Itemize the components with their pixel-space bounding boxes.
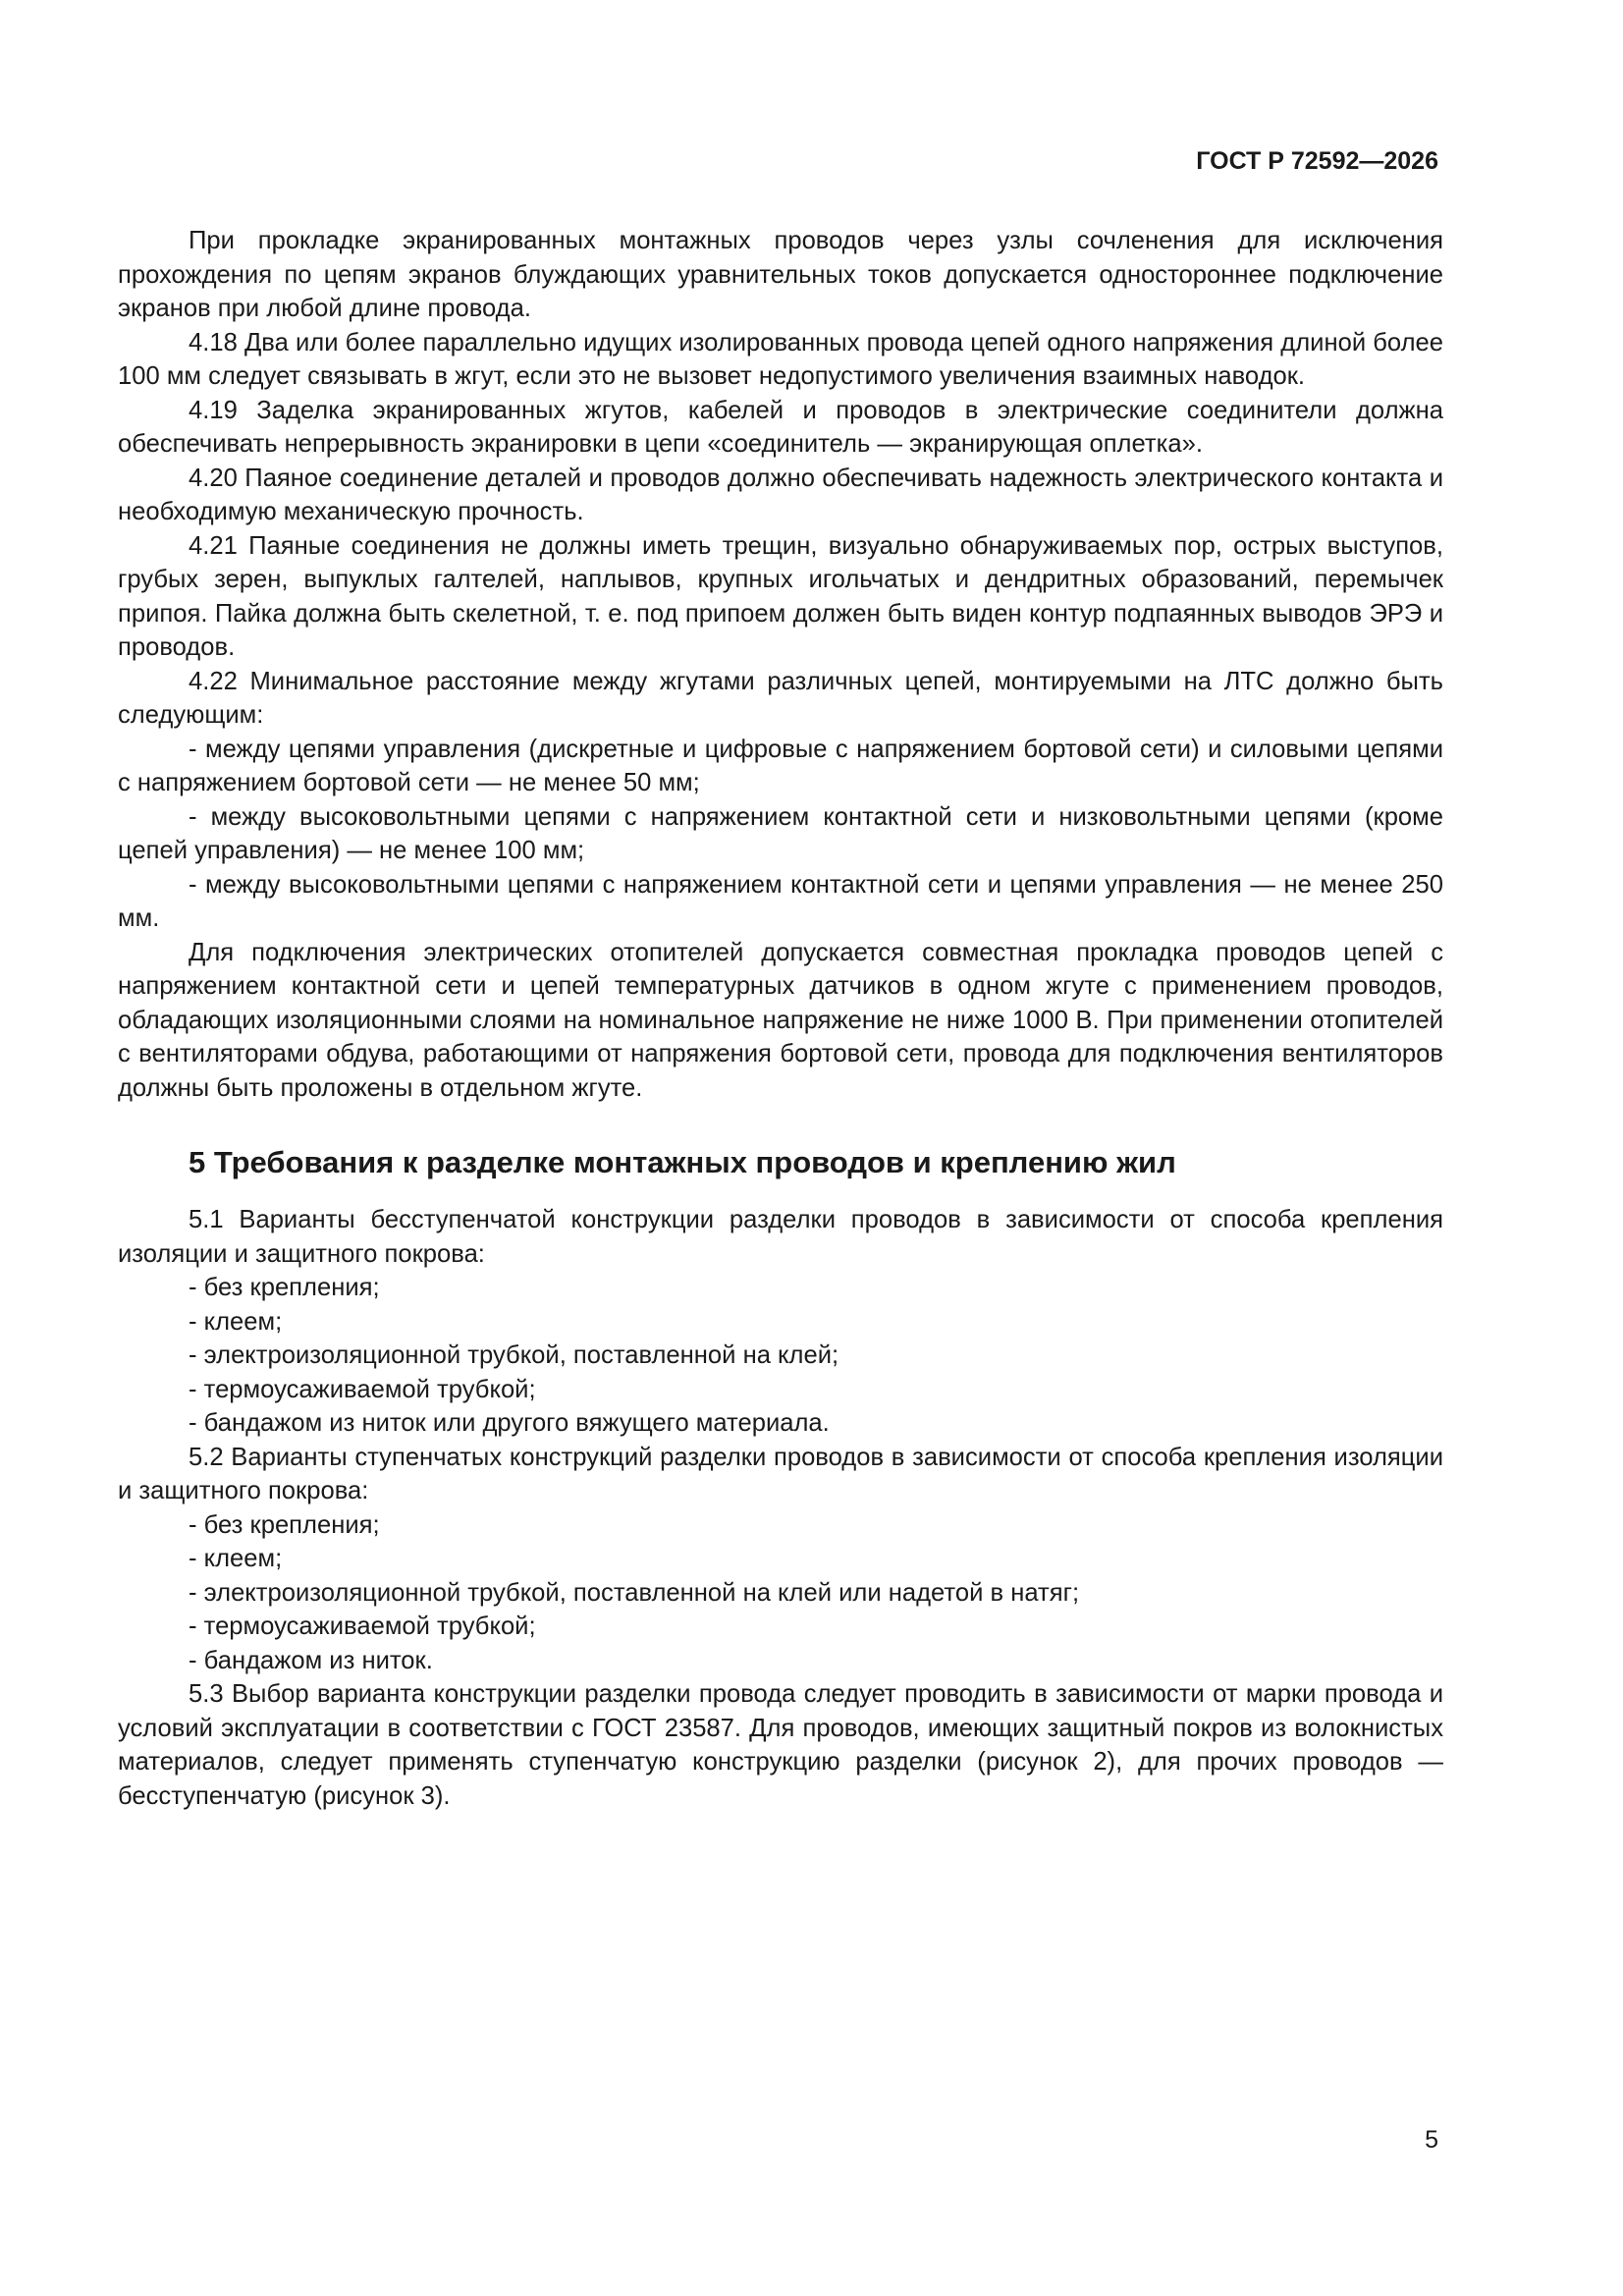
clause-4-18: 4.18 Два или более параллельно идущих изолированных провода цепей одного напряжения длиной более 100 мм следует связывать в жгут, если это не вызовет недопустимого увеличения взаимных наводок.: [118, 328, 1443, 390]
list-item: - электроизоляционной трубкой, поставленной на клей;: [189, 1341, 839, 1369]
list-item: - между цепями управления (дискретные и цифровые с напряжением бортовой сети) и силовыми цепями с напряжением бортовой сети — не менее 50 мм;: [118, 735, 1443, 796]
clause-4-19: 4.19 Заделка экранированных жгутов, кабелей и проводов в электрические соединители должна обеспечивать непрерывность экранировки в цепи «соединитель — экранирующая оплетка».: [118, 396, 1443, 458]
clause-4-21: 4.21 Паяные соединения не должны иметь трещин, визуально обнаруживаемых пор, острых выступов, грубых зерен, выпуклых галтелей, наплывов, крупных игольчатых и дендритных образований, перемычек припоя. Пайка должна быть скелетной, т. е. под припоем должен быть виден контур подпаянных выводов ЭРЭ и проводов.: [118, 531, 1443, 661]
list-item: - между высоковольтными цепями с напряжением контактной сети и цепями управления — не менее 250 мм.: [118, 870, 1443, 932]
list-item: - бандажом из ниток или другого вяжущего материала.: [189, 1409, 830, 1437]
section-title: 5 Требования к разделке монтажных проводов и креплению жил: [189, 1145, 1176, 1179]
document-id-header: ГОСТ Р 72592—2026: [1196, 147, 1438, 175]
list-item: - термоусаживаемой трубкой;: [189, 1375, 536, 1403]
list-item: - между высоковольтными цепями с напряжением контактной сети и низковольтными цепями (кроме цепей управления) — не менее 100 мм;: [118, 802, 1443, 864]
clause-5-3: 5.3 Выбор варианта конструкции разделки провода следует проводить в зависимости от марки провода и условий эксплуатации в соответствии с ГОСТ 23587. Для проводов, имеющих защитный покров из волокнистых материалов, следует применять ступенчатую конструкцию разделки (рисунок 2), для прочих проводов — бесступенчатую (рисунок 3).: [118, 1680, 1443, 1810]
list-item: - электроизоляционной трубкой, поставленной на клей или надетой в натяг;: [189, 1578, 1080, 1607]
clause-4-20: 4.20 Паяное соединение деталей и проводов должно обеспечивать надежность электрического контакта и необходимую механическую прочность.: [118, 464, 1443, 525]
list-item: - без крепления;: [189, 1274, 380, 1301]
clause-5-1: 5.1 Варианты бесступенчатой конструкции разделки проводов в зависимости от способа крепления изоляции и защитного покрова:: [118, 1206, 1443, 1268]
clause-4-22: 4.22 Минимальное расстояние между жгутами различных цепей, монтируемыми на ЛТС должно быть следующим:: [118, 667, 1443, 729]
list-item: - без крепления;: [189, 1510, 380, 1539]
clause-5-2: 5.2 Варианты ступенчатых конструкций разделки проводов в зависимости от способа крепления изоляции и защитного покрова:: [118, 1443, 1443, 1504]
list-item: - клеем;: [189, 1307, 283, 1336]
paragraph: При прокладке экранированных монтажных проводов через узлы сочленения для исключения прохождения по цепям экранов блуждающих уравнительных токов допускается одностороннее подключение экранов при любой длине провода.: [118, 227, 1443, 322]
paragraph: Для подключения электрических отопителей допускается совместная прокладка проводов цепей с напряжением контактной сети и цепей температурных датчиков в одном жгуте с применением проводов, обладающих изоляционными слоями на номинальное напряжение не ниже 1000 В. При применении отопителей с вентиляторами обдува, работающими от напряжения бортовой сети, провода для подключения вентиляторов должны быть проложены в отдельном жгуте.: [118, 938, 1443, 1102]
list-item: - бандажом из ниток.: [189, 1646, 433, 1674]
list-item: - клеем;: [189, 1545, 283, 1572]
page-number: 5: [1425, 2126, 1438, 2154]
document-body: [118, 224, 1443, 1813]
list-item: - термоусаживаемой трубкой;: [189, 1613, 536, 1640]
